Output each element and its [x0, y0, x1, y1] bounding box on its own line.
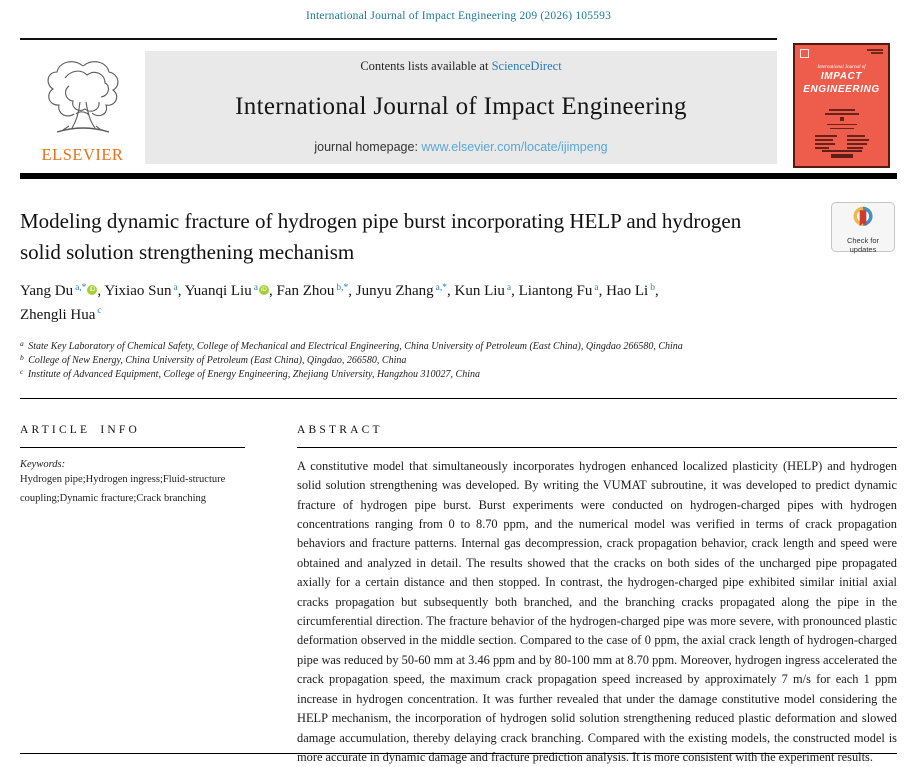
- author-superscript[interactable]: a,*: [435, 282, 447, 293]
- author-list: [20, 280, 695, 327]
- affiliation-superscript: a: [20, 338, 24, 348]
- author: Zhengli Hua $^c$: [20, 306, 102, 323]
- author-superscript[interactable]: b,*: [336, 282, 349, 293]
- affiliation-superscript: c: [20, 366, 24, 376]
- sciencedirect-link[interactable]: ScienceDirect: [491, 59, 562, 73]
- cover-series-line: International Journal of: [817, 65, 866, 70]
- elsevier-logo[interactable]: [20, 51, 145, 164]
- contents-prefix: Contents lists available at: [360, 59, 492, 73]
- cover-footer-mark: [795, 150, 888, 158]
- badge-text: Check for updates: [846, 236, 880, 254]
- elsevier-wordmark: ELSEVIER: [41, 144, 124, 164]
- article-info-column: [20, 424, 252, 767]
- affiliation: $^a$ State Key Laboratory of Chemical Safety, College of Mechanical and Electrical Engineering, China University of Petroleum (East China), Qingdao 266580, China: [20, 338, 683, 352]
- abstract-header: ABSTRACT: [297, 423, 383, 436]
- cover-issn-text: [867, 49, 883, 54]
- orcid-icon[interactable]: iD: [87, 285, 97, 295]
- affiliation: $^b$ College of New Energy, China University of Petroleum (East China), Qingdao, 266580, China: [20, 352, 407, 366]
- masthead-row: [20, 38, 897, 168]
- journal-cover-thumbnail[interactable]: [793, 43, 890, 168]
- article-info-rule: [20, 447, 245, 448]
- elsevier-tree-icon: [43, 56, 123, 145]
- affiliation-superscript: b: [20, 352, 24, 362]
- abstract-text: A constitutive model that simultaneously incorporates hydrogen enhanced localized plasticity (HELP) and hydrogen solid solution strengthening was developed. By writing the VUMAT subroutine, it was developed to predict dynamic fracture of hydrogen pipe burst. Burst experiments were conducted on hydrogen-charged pipes with hydrogen concentrations ranging from 0 to 8.70 ppm, and the numerical model was verified in terms of crack propagation behaviors and fracture patterns. Internal gas decompression, crack propagation behavior, crack length and speed were obtained and analyzed in detail. The results showed that the cracks on both sides of the uncharged pipe propagated axially for a certain distance and then stopped. In contrast, the hydrogen-charged pipe exhibited similar initial axial cracks propagation but subsequently both branched, and the branching cracks propagated along the pipe in the circumferential direction. The fracture behavior of the hydrogen-charged pipe was more severe, with pronounced plastic deformation observed in the middle section. Compared to the case of 0 ppm, the axial crack length of hydrogen-charged pipe was reduced by 50-60 mm at 3.46 ppm and by 80-100 mm at 8.70 ppm. Moreover, hydrogen ingress accelerated the crack propagation speed, the maximum crack propagation speed increased by approximately 7 m/s for each 1 ppm increase in hydrogen concentration. It was further revealed that under the damage constitutive model considering the HELP mechanism, the incorporation of hydrogen solid solution strengthening reduced plastic deformation and slowed damage accumulation, thereby delaying crack branching. Compared with the existing models, the constructed model is more accurate in dynamic damage and fracture prediction analysis. It is more consistent with the experiment results.: [297, 458, 897, 764]
- homepage-line: [145, 140, 777, 154]
- author-superscript[interactable]: b: [650, 282, 655, 293]
- author-superscript[interactable]: c: [97, 306, 102, 317]
- page-citation[interactable]: International Journal of Impact Engineering 209 (2026) 105593: [305, 10, 612, 22]
- affiliation-list: [20, 340, 897, 382]
- masthead: [20, 38, 777, 164]
- check-for-updates-badge[interactable]: [831, 202, 895, 252]
- abstract-rule: [297, 447, 897, 448]
- author: Liantong Fu $^a$,: [518, 282, 607, 300]
- author: Yixiao Sun $^a$,: [104, 282, 185, 300]
- author-superscript[interactable]: a: [506, 282, 512, 293]
- author-superscript[interactable]: a: [253, 282, 258, 293]
- orcid-icon[interactable]: iD: [259, 285, 269, 295]
- homepage-label: journal homepage:: [314, 140, 422, 154]
- author: Fan Zhou $^{b,*}$,: [276, 282, 356, 300]
- crossmark-icon: [851, 205, 875, 236]
- author: Yuanqi Liu $^a$ iD ,: [184, 282, 277, 300]
- author: Hao Li $^b$,: [606, 282, 659, 300]
- article-title: Modeling dynamic fracture of hydrogen pipe burst incorporating HELP and hydrogen solid solution strengthening mechanism: [20, 209, 742, 264]
- page-bottom-rule: [20, 753, 897, 754]
- cover-editors-text: [800, 109, 883, 129]
- keywords-text: Hydrogen pipe;Hydrogen ingress;Fluid-structure coupling;Dynamic fracture;Crack branching: [20, 473, 226, 505]
- homepage-link[interactable]: www.elsevier.com/locate/ijimpeng: [421, 140, 608, 154]
- author-superscript[interactable]: a: [173, 282, 178, 293]
- article-info-header: ARTICLE INFO: [20, 423, 140, 436]
- author-superscript[interactable]: a,*: [75, 282, 87, 293]
- author: Yang Du $^{a,*}$ iD ,: [20, 282, 105, 300]
- author: Junyu Zhang $^{a,*}$,: [355, 282, 455, 300]
- cover-editor-columns: [800, 135, 883, 149]
- contents-line: [145, 59, 777, 74]
- journal-banner: [145, 51, 777, 164]
- cover-publisher-mark: [800, 49, 809, 58]
- keywords-label: Keywords:: [20, 458, 66, 470]
- author-superscript[interactable]: a: [594, 282, 599, 293]
- author: Kun Liu $^a$,: [454, 282, 519, 300]
- journal-title: International Journal of Impact Engineering: [235, 93, 687, 120]
- abstract-column: [297, 424, 897, 767]
- cover-title: IMPACT ENGINEERING: [803, 71, 880, 95]
- affiliation: $^c$ Institute of Advanced Equipment, College of Energy Engineering, Zhejiang University, Hangzhou 310027, China: [20, 366, 481, 380]
